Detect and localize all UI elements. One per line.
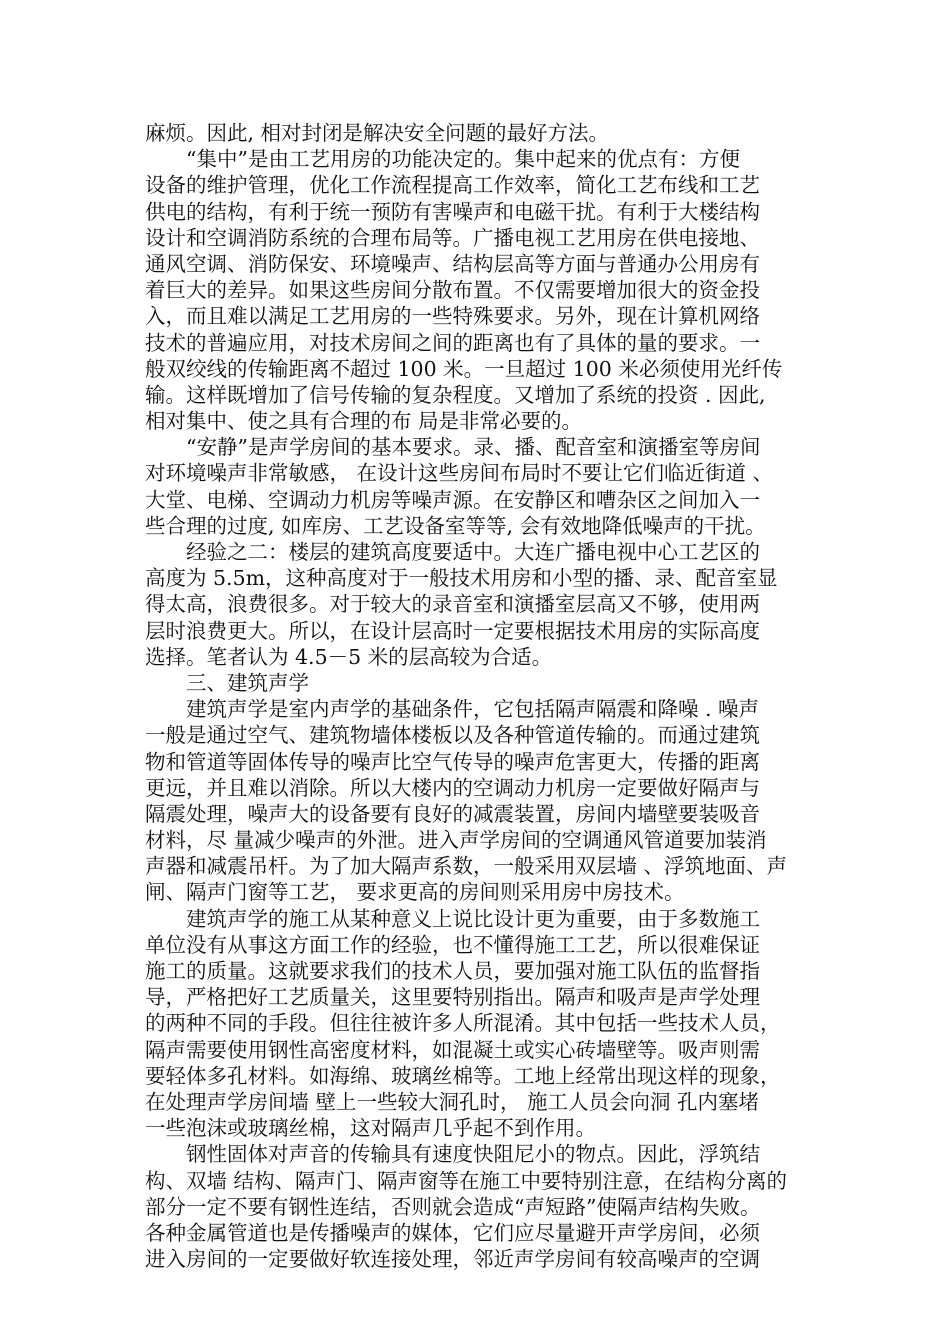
text-line: 要轻体多孔材料。如海绵、玻璃丝棉等。工地上经常出现这样的现象， xyxy=(145,1063,781,1088)
text-line: 通风空调、消防保安、环境噪声、结构层高等方面与普通办公用房有 xyxy=(145,251,760,276)
text-line: 经验之二：楼层的建筑高度要适中。大连广播电视中心工艺区的 xyxy=(186,540,760,564)
text-line: 输。这样既增加了信号传输的复杂程度。又增加了系统的投资 . 因此, xyxy=(145,382,766,407)
text-line: 对环境噪声非常敏感， 在设计这些房间布局时不要让它们临近街道 、 xyxy=(145,461,774,486)
text-line: 建筑声学是室内声学的基础条件，它包括隔声隔震和降噪 . 噪声 xyxy=(186,697,760,722)
text-line: 相对集中、使之具有合理的布 局是非常必要的。 xyxy=(145,409,583,434)
text-line: 更远，并且难以消除。所以大楼内的空调动力机房一定要做好隔声与 xyxy=(145,775,760,800)
text-line: “安静”是声学房间的基本要求。录、播、配音室和演播室等房间 xyxy=(186,435,761,460)
text-line: 些合理的过度, 如库房、工艺设备室等等, 会有效地降低噪声的干扰。 xyxy=(145,513,766,538)
text-line: 得太高，浪费很多。对于较大的录音室和演播室层高又不够，使用两 xyxy=(145,592,760,617)
body-text xyxy=(145,120,805,1272)
text-line: 导，严格把好工艺质量关，这里要特别指出。隔声和吸声是声学处理 xyxy=(145,985,760,1010)
text-line: 部分一定不要有钢性连结，否则就会造成“声短路”使隔声结构失败。 xyxy=(145,1194,761,1219)
text-line: 的两种不同的手段。但往往被许多人所混淆。其中包括一些技术人员， xyxy=(145,1011,781,1036)
text-line: 着巨大的差异。如果这些房间分散布置。不仅需要增加很大的资金投 xyxy=(145,278,760,303)
text-line: 入，而且难以满足工艺用房的一些特殊要求。另外，现在计算机网络 xyxy=(145,304,760,329)
text-line: 单位没有从事这方面工作的经验，也不懂得施工工艺，所以很难保证 xyxy=(145,932,760,957)
text-line: 层时浪费更大。所以，在设计层高时一定要根据技术用房的实际高度 xyxy=(145,618,760,643)
text-line: 材料，尽 量减少噪声的外泄。进入声学房间的空调通风管道要加装消 xyxy=(145,828,767,853)
text-line: 供电的结构，有利于统一预防有害噪声和电磁干扰。有利于大楼结构 xyxy=(145,199,760,224)
text-line: 设备的维护管理，优化工作流程提高工作效率，简化工艺布线和工艺 xyxy=(145,173,760,198)
text-line: 闸、隔声门窗等工艺， 要求更高的房间则采用房中房技术。 xyxy=(145,880,685,905)
text-line: 高度为 5.5m，这种高度对于一般技术用房和小型的播、录、配音室显 xyxy=(145,566,778,591)
text-line: 三、建筑声学 xyxy=(186,670,309,695)
text-line: 物和管道等固体传导的噪声比空气传导的噪声危害更大，传播的距离 xyxy=(145,749,760,774)
text-line: 设计和空调消防系统的合理布局等。广播电视工艺用房在供电接地、 xyxy=(145,225,760,250)
text-line: 各种金属管道也是传播噪声的媒体，它们应尽量避开声学房间，必须 xyxy=(145,1220,760,1245)
text-line: 技术的普遍应用，对技术房间之间的距离也有了具体的量的要求。一 xyxy=(145,330,760,355)
text-line: 一般是通过空气、建筑物墙体楼板以及各种管道传输的。而通过建筑 xyxy=(145,723,760,748)
text-line: 大堂、电梯、空调动力机房等噪声源。在安静区和嘈杂区之间加入一 xyxy=(145,487,760,512)
text-line: 施工的质量。这就要求我们的技术人员，要加强对施工队伍的监督指 xyxy=(145,959,760,983)
text-line: 一些泡沫或玻璃丝棉，这对隔声几乎起不到作用。 xyxy=(145,1116,596,1141)
text-line: 进入房间的一定要做好软连接处理，邻近声学房间有较高噪声的空调 xyxy=(145,1247,760,1272)
text-line: 构、双墙 结构、隔声门、隔声窗等在施工中要特别注意，在结构分离的 xyxy=(145,1168,788,1193)
text-line: 在处理声学房间墙 壁上一些较大洞孔时， 施工人员会向洞 孔内塞堵 xyxy=(145,1089,760,1114)
text-line: “集中”是由工艺用房的功能决定的。集中起来的优点有：方便 xyxy=(186,147,740,172)
text-line: 声器和减震吊杆。为了加大隔声系数，一般采用双层墙 、浮筑地面、声 xyxy=(145,854,788,879)
text-line: 选择。笔者认为 4.5－5 米的层高较为合适。 xyxy=(145,644,553,669)
text-line: 麻烦。因此, 相对封闭是解决安全问题的最好方法。 xyxy=(145,121,610,145)
text-line: 般双绞线的传输距离不超过 100 米。一旦超过 100 米必须使用光纤传 xyxy=(145,356,783,381)
text-line: 建筑声学的施工从某种意义上说比设计更为重要，由于多数施工 xyxy=(186,906,760,931)
text-line: 钢性固体对声音的传输具有速度快阻尼小的物点。因此，浮筑结 xyxy=(186,1142,760,1167)
text-line: 隔声需要使用钢性高密度材料，如混凝土或实心砖墙壁等。吸声则需 xyxy=(145,1037,760,1062)
text-line: 隔震处理，噪声大的设备要有良好的减震装置，房间内墙壁要装吸音 xyxy=(145,801,760,826)
